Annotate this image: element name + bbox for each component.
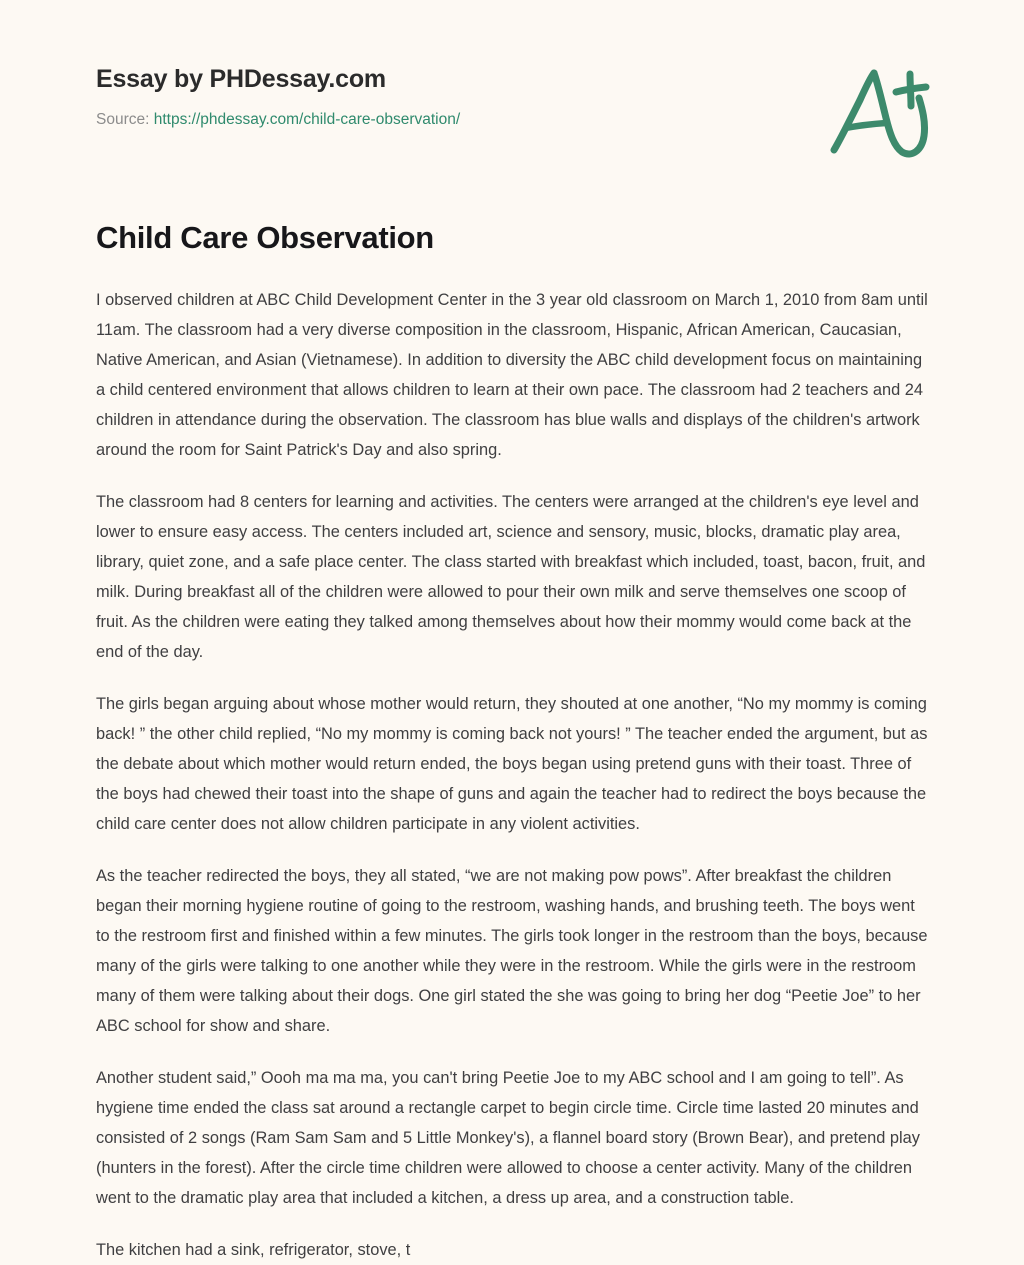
source-label: Source:: [96, 111, 150, 128]
source-line: [96, 110, 940, 130]
a-plus-logo-icon: [824, 62, 940, 166]
page-title: Child Care Observation: [96, 220, 434, 255]
paragraph: Another student said,” Oooh ma ma ma, you can't bring Peetie Joe to my ABC school and I am going to tell”. As hygiene time ended the class sat around a rectangle carpet to begin circle time. Circle time lasted 20 minutes and consisted of 2 songs (Ram Sam Sam and 5 Little Monkey's), a flannel board story (Brown Bear), and pretend play (hunters in the forest). After the circle time children were allowed to choose a center activity. Many of the children went to the dramatic play area that included a kitchen, a dress up area, and a construction table.: [96, 1069, 920, 1207]
source-url-link[interactable]: https://phdessay.com/child-care-observation/: [153, 111, 461, 128]
paragraph: I observed children at ABC Child Development Center in the 3 year old classroom on March 1, 2010 from 8am until 11am. The classroom had a very diverse composition in the classroom, Hispanic, African American, Caucasian, Native American, and Asian (Vietnamese). In addition to diversity the ABC child development focus on maintaining a child centered environment that allows children to learn at their own pace. The classroom had 2 teachers and 24 children in attendance during the observation. The classroom has blue walls and displays of the children's artwork around the room for Saint Patrick's Day and also spring.: [96, 291, 928, 459]
a-plus-logo: [824, 62, 940, 166]
paragraph: The classroom had 8 centers for learning and activities. The centers were arranged at the children's eye level and lower to ensure easy access. The centers included art, science and sensory, music, blocks, dramatic play area, library, quiet zone, and a safe place center. The class started with breakfast which included, toast, bacon, fruit, and milk. During breakfast all of the children were allowed to pour their own milk and serve themselves one scoop of fruit. As the children were eating they talked among themselves about how their mommy would come back at the end of the day.: [96, 493, 926, 661]
page-header: [96, 64, 940, 174]
paragraph: The girls began arguing about whose mother would return, they shouted at one another, “No my mommy is coming back! ” the other child replied, “No my mommy is coming back not yours! ” The teacher ended the argument, but as the debate about which mother would return ended, the boys began using pretend guns with their toast. Three of the boys had chewed their toast into the shape of guns and again the teacher had to redirect the boys because the child care center does not allow children participate in any violent activities.: [96, 695, 928, 833]
paragraph: The kitchen had a sink, refrigerator, stove, t: [96, 1241, 411, 1259]
paragraph: As the teacher redirected the boys, they all stated, “we are not making pow pows”. After breakfast the children began their morning hygiene routine of going to the restroom, washing hands, and brushing teeth. The boys went to the restroom first and finished within a few minutes. The girls took longer in the restroom than the boys, because many of the girls were talking to one another while they were in the restroom. While the girls were in the restroom many of them were talking about their dogs. One girl stated the she was going to bring her dog “Peetie Joe” to her ABC school for show and share.: [96, 867, 928, 1035]
brand-byline: Essay by PHDessay.com: [96, 65, 386, 93]
essay-body: [96, 285, 932, 1265]
